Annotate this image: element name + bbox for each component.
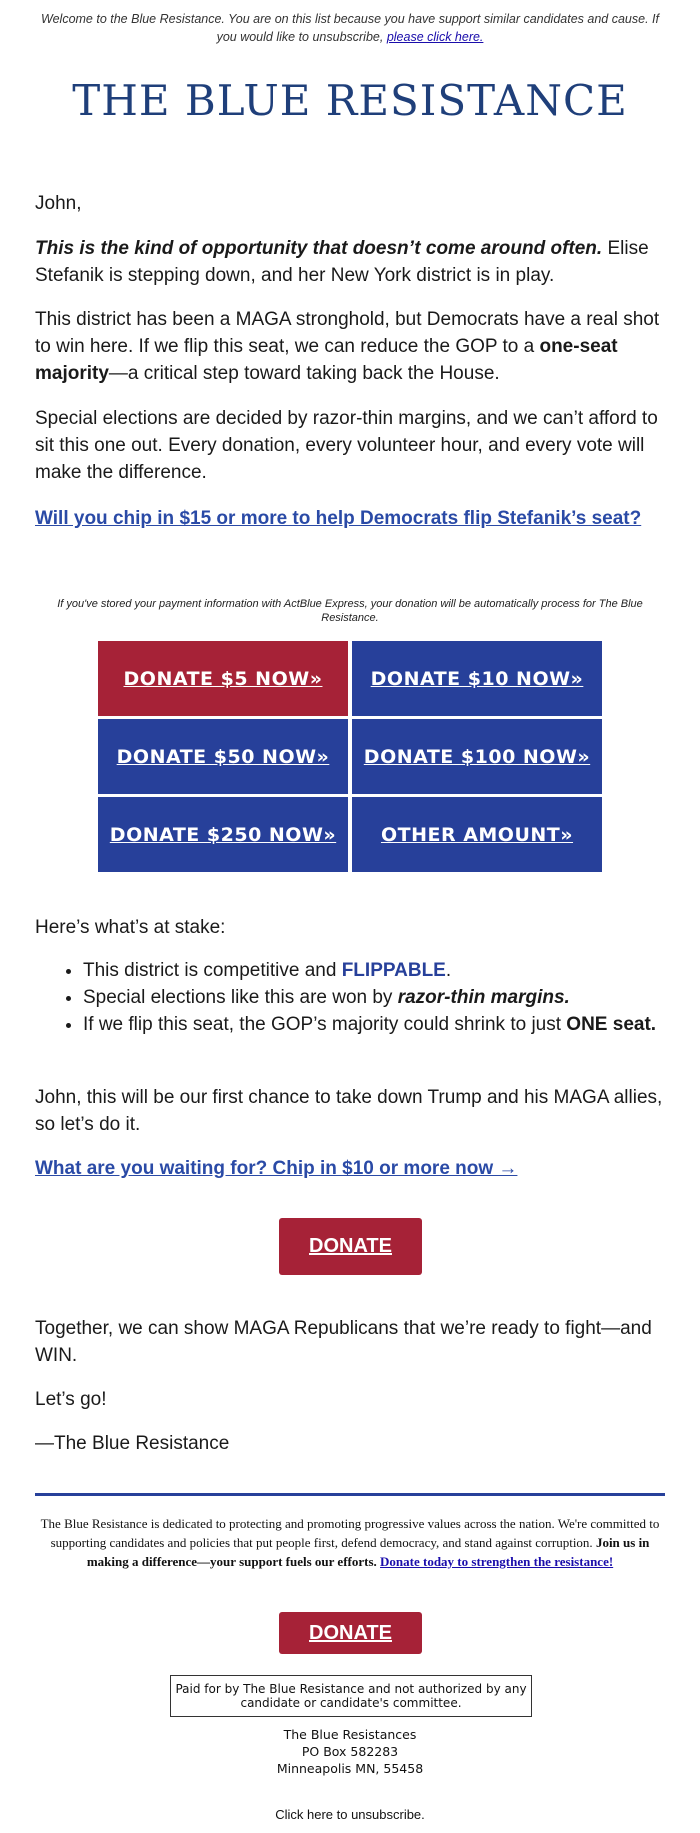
- stakes-item1-end: .: [445, 960, 452, 981]
- signature: —The Blue Resistance: [35, 1433, 230, 1454]
- special-elections-paragraph: [35, 405, 665, 486]
- closing-line2: Let’s go!: [35, 1389, 107, 1410]
- list-item: [83, 1011, 665, 1038]
- list-item: [83, 984, 665, 1011]
- flippable-highlight: FLIPPABLE: [341, 960, 446, 981]
- logo: THE BLUE RESISTANCE: [72, 76, 628, 125]
- donate-100-button[interactable]: DONATE $100 NOW»: [352, 719, 602, 794]
- address-city: Minneapolis MN, 55458: [276, 1761, 424, 1776]
- donate-button[interactable]: DONATE: [279, 1218, 422, 1275]
- footer-paragraph: [35, 1514, 665, 1571]
- greeting: [35, 190, 665, 217]
- stakes-heading-text: Here’s what’s at stake:: [35, 917, 226, 938]
- para2-before: This district has been a MAGA stronghold, but Democrats have a real shot to win here. If we flip this seat, we can reduce the GOP to a: [35, 309, 660, 357]
- chip-in-15-link[interactable]: Will you chip in $15 or more to help Democrats flip Stefanik’s seat?: [35, 508, 642, 529]
- intro-rest: Elise Stefanik is stepping down, and her New York district is in play.: [35, 238, 649, 286]
- paid-for-disclaimer: [170, 1675, 532, 1717]
- stakes-item2-text: Special elections like this are won by: [83, 987, 393, 1008]
- donate-10-button[interactable]: DONATE $10 NOW»: [352, 641, 602, 716]
- footer-donate-link[interactable]: Donate today to strengthen the resistance!: [380, 1554, 614, 1569]
- stakes-list-wrap: [35, 957, 665, 1038]
- unsubscribe-link-bottom[interactable]: Click here to unsubscribe.: [275, 1807, 425, 1822]
- para2-bold: one-seat majority: [35, 336, 618, 384]
- donate-250-button[interactable]: DONATE $250 NOW»: [98, 797, 348, 872]
- closing-line1-wrap: [35, 1315, 665, 1369]
- intro-paragraph: [35, 235, 665, 289]
- footer-divider: [35, 1493, 665, 1496]
- stakes-list: [35, 957, 665, 1038]
- donate-5-button[interactable]: DONATE $5 NOW»: [98, 641, 348, 716]
- preheader: [40, 10, 660, 46]
- chip-in-10-link[interactable]: What are you waiting for? Chip in $10 or more now →: [35, 1158, 518, 1179]
- unsubscribe-link-top[interactable]: please click here.: [386, 30, 484, 44]
- footer-text: The Blue Resistance is dedicated to protecting and promoting progressive values across the nation. We're committed to supporting candidates and policies that put people first, defend democracy, and stand against corruption.: [40, 1516, 660, 1550]
- stakes-item3-text: If we flip this seat, the GOP’s majority could shrink to just: [83, 1014, 562, 1035]
- para4: John, this will be our first chance to take down Trump and his MAGA allies, so let’s do it.: [35, 1087, 663, 1135]
- address-po: PO Box 582283: [301, 1744, 399, 1759]
- stakes-heading: [35, 914, 665, 941]
- para2-after: —a critical step toward taking back the House.: [108, 363, 500, 384]
- other-amount-button[interactable]: OTHER AMOUNT»: [352, 797, 602, 872]
- footer-donate-button[interactable]: DONATE: [279, 1612, 422, 1654]
- stakes-item2-bold: razor-thin margins.: [397, 987, 570, 1008]
- actblue-note: If you've stored your payment information with ActBlue Express, your donation will be automatically process for The Blue Resistance.: [57, 598, 643, 624]
- mailing-address: [0, 1726, 700, 1777]
- closing-line2-wrap: [35, 1386, 665, 1413]
- donate-50-button[interactable]: DONATE $50 NOW»: [98, 719, 348, 794]
- intro-bold: This is the kind of opportunity that doesn’t come around often.: [35, 238, 603, 259]
- footer-bold: Join us in making a difference—your support fuels our efforts.: [86, 1535, 650, 1569]
- para4-wrap: [35, 1084, 665, 1138]
- disclaimer-text: Paid for by The Blue Resistance and not authorized by any candidate or candidate's committee.: [175, 1682, 527, 1710]
- stakes-item1-text: This district is competitive and: [83, 960, 337, 981]
- para3: Special elections are decided by razor-thin margins, and we can’t afford to sit this one out. Every donation, every volunteer hour, and every vote will make the difference.: [35, 408, 658, 483]
- cta-link-1-wrap: [35, 505, 665, 532]
- greeting-text: John,: [35, 193, 82, 214]
- district-paragraph: [35, 306, 665, 387]
- cta-link-2-wrap: [35, 1155, 665, 1182]
- preheader-text: Welcome to the Blue Resistance. You are on this list because you have support similar candidates and cause. If you would like to unsubscribe,: [41, 12, 659, 44]
- signature-wrap: [35, 1430, 665, 1457]
- stakes-item3-bold: ONE seat.: [566, 1014, 657, 1035]
- closing-line1: Together, we can show MAGA Republicans that we’re ready to fight—and WIN.: [35, 1318, 652, 1366]
- address-name: The Blue Resistances: [283, 1727, 417, 1742]
- donate-grid: [98, 641, 602, 873]
- list-item: [83, 957, 665, 984]
